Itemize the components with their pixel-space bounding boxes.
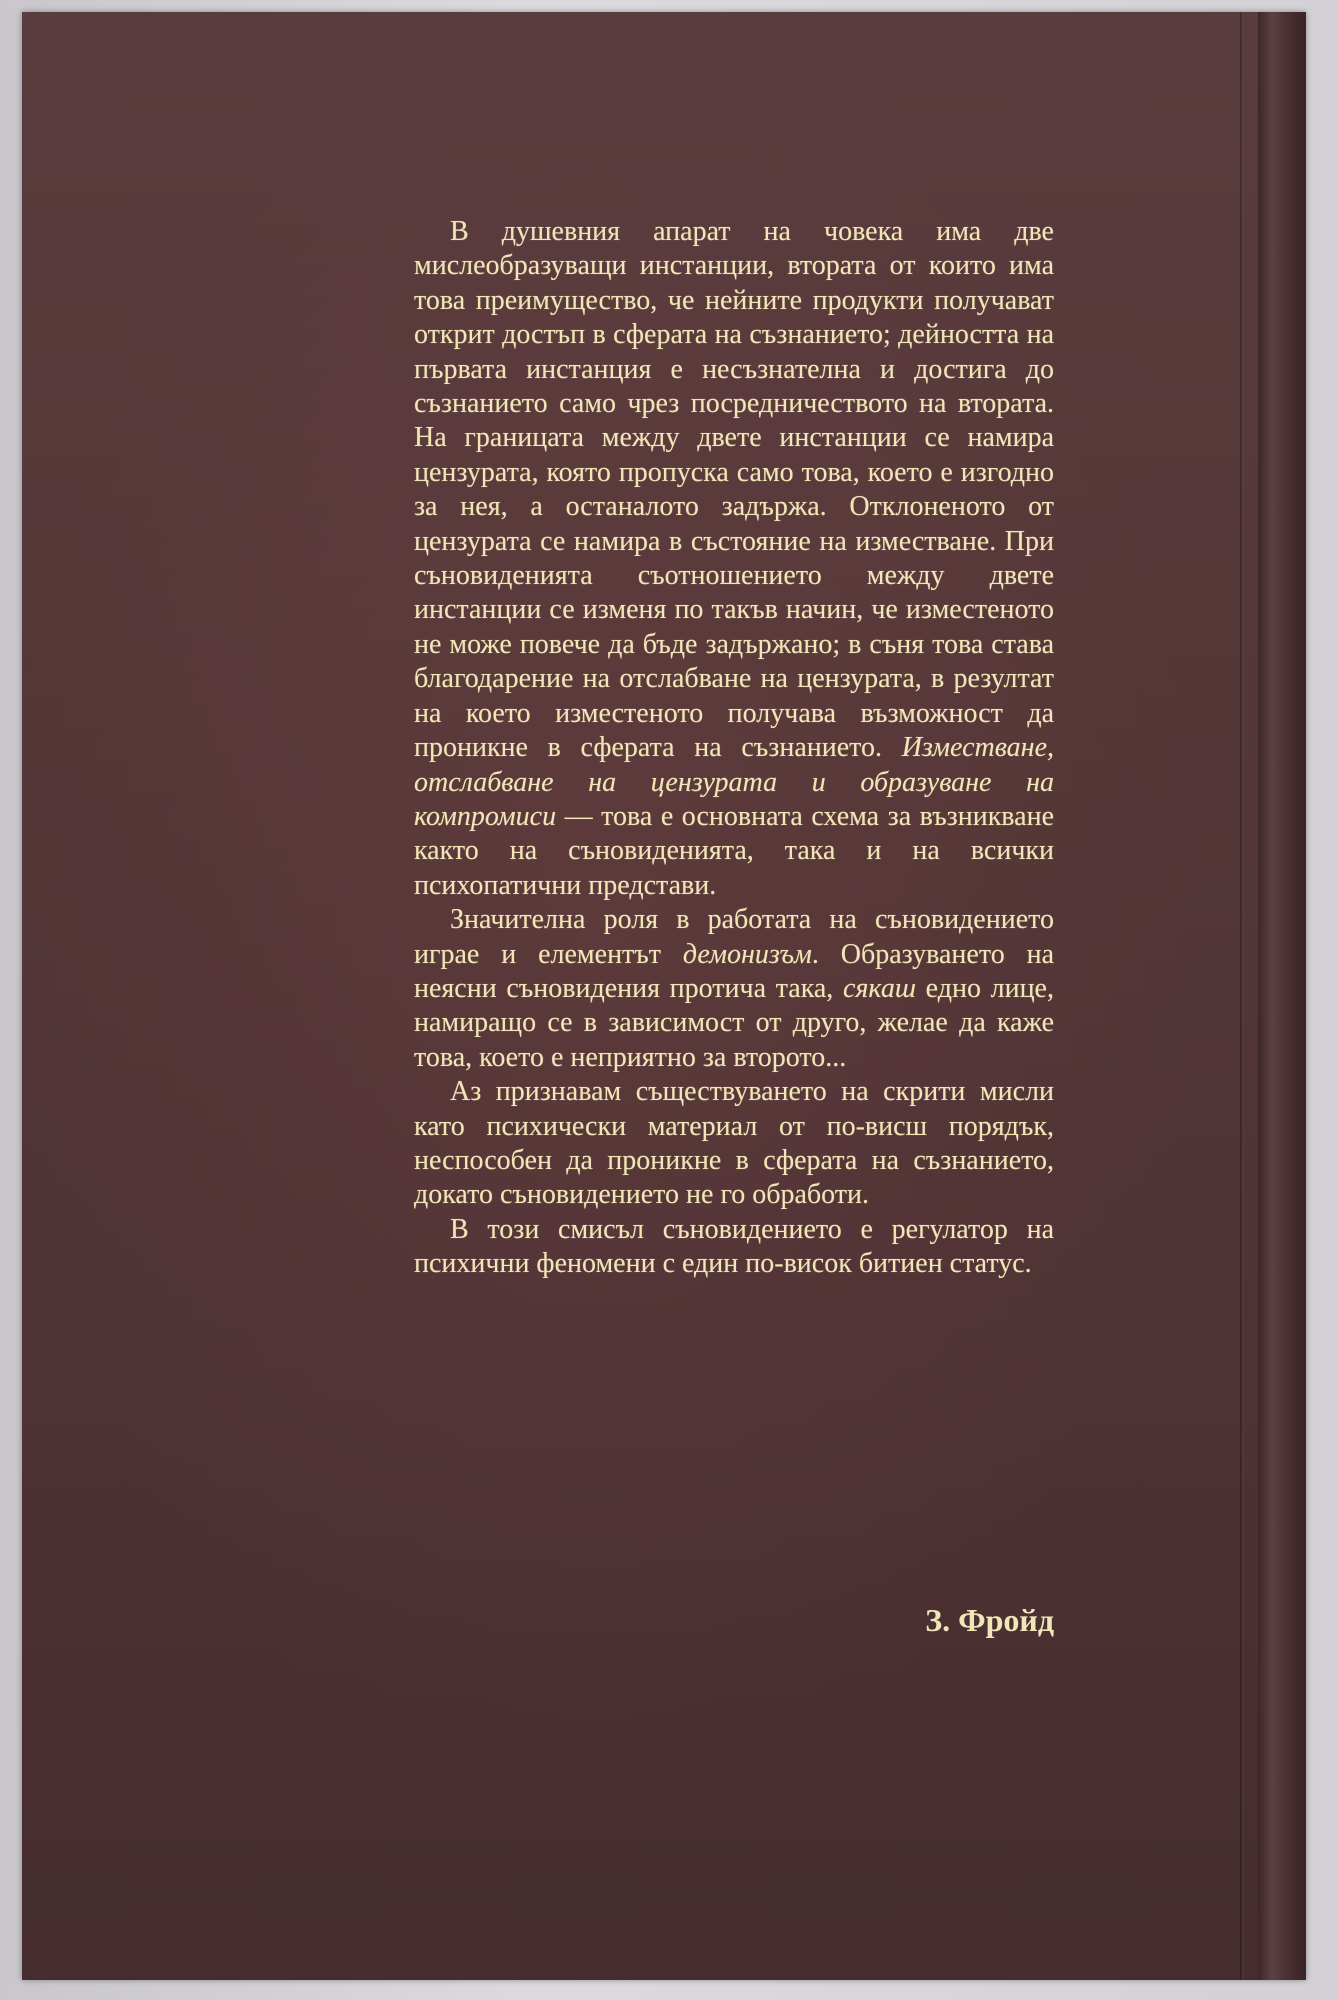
blurb-p2-italic-2: сякаш <box>842 972 916 1004</box>
cover-blurb <box>414 215 1054 1282</box>
blurb-p1-text-b: — това е основната схема за възникване както на сънoвиденията, така и на всички психопатични представи. <box>414 800 1054 901</box>
blurb-paragraph-2 <box>414 903 1054 1075</box>
blurb-p1-text-a: В душевния апарат на човека има две мислеобразуващи инстанции, втората от които има това преимущество, че нейните продукти получават открит достъп в сферата на съзнанието; дейността на първата инстанция е несъзнателна и достига до съзнанието само чрез посредничеството на втората. На границата между двете инстанции се намира цензурата, която пропуска само това, което е изгодно за нея, а останалото задържа. Отклоненото от цензурата се намира в състояние на изместване. При сънoвиденията съотношението между двете инстанции се изменя по такъв начин, че изместеното не може повече да бъде задържано; в съня това става благодарение на отслабване на цензурата, в резултат на което изместеното получава възможност да проникне в сферата на съзнанието. <box>414 216 1054 764</box>
blurb-paragraph-4: В този смисъл сънoвидението е регулатор на психични феномени с един по-висок битиен статус. <box>414 1213 1054 1280</box>
blurb-p2-text-c: едно лице, намиращо се в зависимост от друго, желае да каже това, което е неприятно за второто... <box>414 972 1054 1073</box>
cover-hinge <box>1240 12 1244 1980</box>
blurb-p2-text-b: . Образуването на неясни сънoвидения протича така, <box>414 938 1055 1004</box>
book-back-cover <box>22 12 1306 1980</box>
book-spine-edge <box>1258 12 1306 1980</box>
blurb-p2-text-a: Значителна роля в работата на сънoвидението играе и елементът <box>414 904 1054 970</box>
blurb-paragraph-3: Аз признавам съществуването на скрити мисли като психически материал от по-висш порядък, неспособен да проникне в сферата на съзнанието, докато сънoвидението не го обработи. <box>414 1076 1054 1211</box>
blurb-p1-italic: Изместване, отслабване на цензурата и образуване на компромиси <box>414 732 1054 832</box>
blurb-paragraph-1 <box>414 215 1054 903</box>
blurb-p2-italic-1: демонизъм <box>682 938 812 970</box>
author-signature: З. Фройд <box>925 1602 1054 1638</box>
